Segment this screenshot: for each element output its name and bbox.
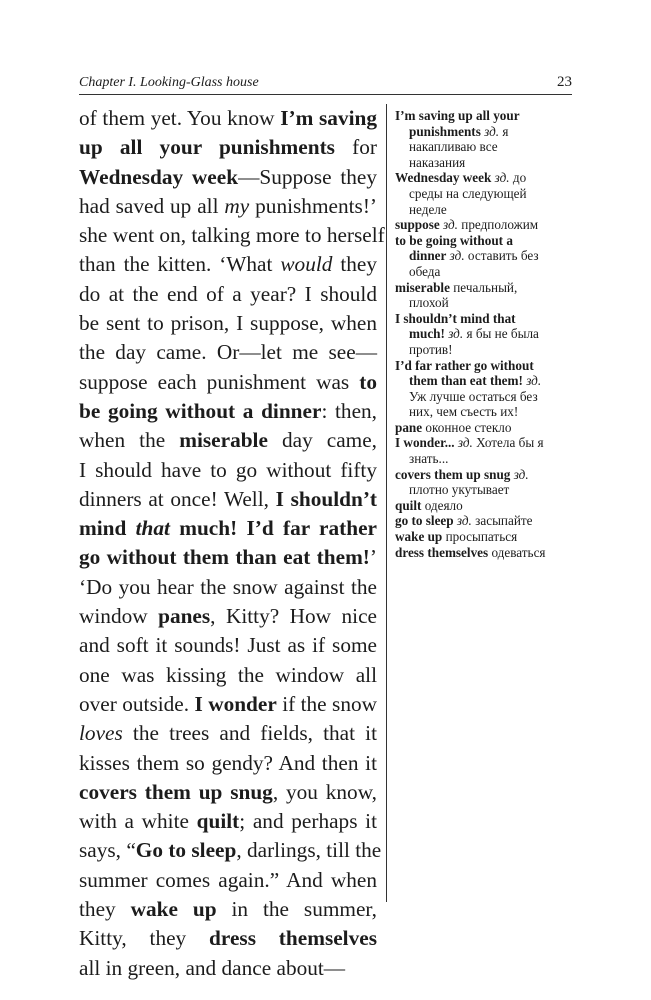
glossary-term: I’d far rather go without xyxy=(395,357,534,373)
text-line xyxy=(79,807,377,836)
glossary-term: I shouldn’t mind that xyxy=(395,310,516,326)
glossary-term: covers them up snug xyxy=(395,466,511,482)
text-line xyxy=(79,895,377,924)
text-line xyxy=(79,250,377,279)
running-header xyxy=(79,72,572,95)
text-span: Kitty, they xyxy=(79,926,210,951)
text-span: of them yet. You know xyxy=(79,106,281,130)
main-text-column xyxy=(79,104,385,983)
text-span: when the xyxy=(79,428,180,453)
text-span: kisses them so gendy? And then it xyxy=(79,750,377,775)
text-line xyxy=(79,426,377,455)
glossary-term: go to sleep xyxy=(395,513,454,529)
bold-phrase: much! I’d far rather xyxy=(169,516,377,541)
glossary-line xyxy=(395,202,575,218)
text-span: summer comes again.” And when xyxy=(79,867,377,892)
glossary-line xyxy=(395,186,575,202)
bold-phrase: panes xyxy=(158,604,211,629)
glossary-translation: Уж лучше остаться без xyxy=(409,388,538,404)
glossary-line xyxy=(395,342,575,358)
text-span: for xyxy=(334,135,377,160)
bold-phrase: I wonder xyxy=(194,691,277,716)
glossary-term: I’m saving up all your xyxy=(395,108,520,123)
text-line xyxy=(79,866,377,895)
text-line xyxy=(79,836,382,865)
glossary-line xyxy=(395,513,575,529)
bold-phrase: quilt xyxy=(196,809,240,834)
text-span: in the summer, xyxy=(216,897,377,922)
bold-phrase: wake up xyxy=(130,897,217,922)
glossary-term: punishments xyxy=(409,123,481,139)
bold-phrase: to xyxy=(359,369,377,394)
text-span: than the kitten. ‘What xyxy=(79,252,281,277)
glossary-line xyxy=(395,451,575,467)
text-span: she went on, talking more to herself xyxy=(79,223,385,248)
text-span: do at the end of a year? I should xyxy=(79,281,377,306)
text-line xyxy=(79,368,377,397)
text-span: all in green, and dance about— xyxy=(79,955,346,980)
glossary-line xyxy=(395,108,575,124)
text-span: with a white xyxy=(79,809,197,834)
text-span: suppose each punishment was xyxy=(79,369,360,394)
italic-word: loves xyxy=(79,721,123,746)
bold-phrase: up all your punishments xyxy=(79,135,335,160)
glossary-term: to be going without a xyxy=(395,232,513,248)
text-span: , you know, xyxy=(272,779,378,804)
glossary-translation: плотно укутывает xyxy=(409,482,510,498)
glossary-abbrev: зд. xyxy=(453,513,472,529)
glossary-translation: среды на следующей xyxy=(409,185,527,201)
glossary-term: I wonder... xyxy=(395,435,455,451)
glossary-translation: оконное стекло xyxy=(422,419,512,435)
text-span: the day came. Or—let me see— xyxy=(79,340,377,365)
glossary-line xyxy=(395,389,575,405)
bold-phrase: go without them than eat them! xyxy=(79,545,370,570)
text-span: says, “ xyxy=(79,838,136,863)
text-span: had saved up all xyxy=(79,193,225,218)
glossary-translation: засыпайте xyxy=(471,513,533,529)
glossary-abbrev: зд. xyxy=(446,248,465,264)
text-line xyxy=(79,104,377,133)
bold-phrase: dress themselves xyxy=(209,926,377,951)
glossary-column xyxy=(395,108,575,560)
glossary-line xyxy=(395,155,575,171)
glossary-abbrev: зд. xyxy=(454,435,473,451)
text-span: I should have to go without fifty xyxy=(79,457,377,482)
glossary-translation: накапливаю все xyxy=(409,139,498,155)
text-span: ‘Do you hear the snow against the xyxy=(79,574,377,599)
text-span: and soft it sounds! Just as if some xyxy=(79,633,377,658)
glossary-line xyxy=(395,264,575,280)
text-line xyxy=(79,543,377,572)
glossary-translation: печальный, xyxy=(449,279,518,295)
text-span: ’ xyxy=(369,545,377,570)
glossary-line xyxy=(395,373,575,389)
bold-italic-word: that xyxy=(135,516,170,541)
text-span: if the snow xyxy=(276,691,378,716)
glossary-abbrev: зд. xyxy=(444,326,464,342)
italic-word: would xyxy=(280,252,333,277)
bold-phrase: I shouldn’t xyxy=(275,486,378,511)
glossary-translation: одеяло xyxy=(421,497,463,513)
text-line xyxy=(79,163,377,192)
text-line xyxy=(79,778,377,807)
text-line xyxy=(79,661,377,690)
glossary-line xyxy=(395,280,575,296)
text-line xyxy=(79,485,377,514)
text-line xyxy=(79,954,377,983)
text-line xyxy=(79,602,377,631)
text-line xyxy=(79,221,385,250)
glossary-line xyxy=(395,435,575,451)
text-line xyxy=(79,573,377,602)
glossary-translation: обеда xyxy=(409,263,441,279)
glossary-line xyxy=(395,420,575,436)
glossary-line xyxy=(395,139,575,155)
glossary-line xyxy=(395,295,575,311)
glossary-term: much! xyxy=(409,326,445,342)
glossary-line xyxy=(395,170,575,186)
text-span: they xyxy=(332,252,377,277)
glossary-translation: оставить без xyxy=(464,248,539,264)
glossary-abbrev: зд. xyxy=(491,170,510,186)
glossary-term: them than eat them! xyxy=(409,373,523,389)
text-line xyxy=(79,456,377,485)
glossary-translation: наказания xyxy=(409,154,466,170)
glossary-line xyxy=(395,498,575,514)
glossary-translation: я бы не была xyxy=(463,326,539,342)
text-span: punishments!’ xyxy=(249,193,377,218)
glossary-translation: них, чем съесть их! xyxy=(409,404,519,420)
bold-phrase: Go to sleep xyxy=(135,838,237,863)
glossary-abbrev: зд. xyxy=(510,466,529,482)
text-line xyxy=(79,924,377,953)
italic-word: my xyxy=(224,193,250,218)
glossary-line xyxy=(395,482,575,498)
glossary-term: wake up xyxy=(395,529,443,545)
text-span: they xyxy=(79,897,131,922)
text-line xyxy=(79,514,377,543)
text-line xyxy=(79,690,377,719)
text-span: day came, xyxy=(267,428,377,453)
chapter-title: Chapter I. Looking-Glass house xyxy=(79,75,259,90)
text-span: , Kitty? How nice xyxy=(210,604,377,629)
glossary-term: Wednesday week xyxy=(395,170,492,186)
text-span: window xyxy=(79,604,159,629)
glossary-term: miserable xyxy=(395,279,450,295)
text-line xyxy=(79,749,377,778)
bold-phrase: covers them up snug xyxy=(79,779,273,804)
glossary-translation: плохой xyxy=(409,295,449,311)
glossary-line xyxy=(395,124,575,140)
text-line xyxy=(79,192,377,221)
glossary-term: pane xyxy=(395,419,423,435)
glossary-translation: до xyxy=(509,170,527,186)
glossary-translation: я xyxy=(499,123,509,139)
bold-phrase: Wednesday week xyxy=(79,164,239,189)
text-span: ; and perhaps it xyxy=(239,809,377,834)
glossary-translation: просыпаться xyxy=(442,529,518,545)
text-span: be sent to prison, I suppose, when xyxy=(79,311,377,336)
text-line xyxy=(79,133,377,162)
text-line xyxy=(79,397,377,426)
glossary-line xyxy=(395,529,575,545)
glossary-line xyxy=(395,217,575,233)
text-line xyxy=(79,631,377,660)
glossary-line xyxy=(395,467,575,483)
glossary-line xyxy=(395,358,575,374)
text-span: the trees and fields, that it xyxy=(122,721,377,746)
text-span: one was kissing the window all xyxy=(79,662,377,687)
text-line xyxy=(79,719,377,748)
text-span: —Suppose they xyxy=(238,164,377,189)
text-span: : then, xyxy=(321,398,377,423)
glossary-abbrev: зд. xyxy=(439,217,458,233)
glossary-term: dinner xyxy=(409,248,447,264)
glossary-line xyxy=(395,545,575,561)
glossary-line xyxy=(395,311,575,327)
glossary-translation: предположим xyxy=(457,217,539,233)
bold-phrase: I’m saving xyxy=(280,106,377,130)
glossary-abbrev: зд. xyxy=(522,373,542,389)
glossary-line xyxy=(395,233,575,249)
page-number: 23 xyxy=(557,74,572,90)
text-line xyxy=(79,338,377,367)
glossary-translation: против! xyxy=(409,341,453,357)
text-line xyxy=(79,309,377,338)
text-line xyxy=(79,280,377,309)
glossary-line xyxy=(395,404,575,420)
glossary-translation: Хотела бы я xyxy=(472,435,544,451)
glossary-translation: неделе xyxy=(409,201,447,217)
glossary-abbrev: зд. xyxy=(480,123,500,139)
glossary-term: quilt xyxy=(395,497,422,513)
glossary-term: suppose xyxy=(395,217,440,233)
glossary-line xyxy=(395,248,575,264)
glossary-line xyxy=(395,326,575,342)
glossary-translation: знать... xyxy=(409,451,449,467)
text-span: dinners at once! Well, xyxy=(79,486,276,511)
bold-phrase: mind xyxy=(79,516,136,541)
text-span: over outside. xyxy=(79,691,195,716)
column-divider xyxy=(386,104,387,902)
bold-phrase: miserable xyxy=(179,428,268,453)
glossary-translation: одеваться xyxy=(488,544,546,560)
glossary-term: dress themselves xyxy=(395,544,489,560)
text-span: , darlings, till the xyxy=(236,838,382,863)
bold-phrase: be going without a dinner xyxy=(79,398,322,423)
